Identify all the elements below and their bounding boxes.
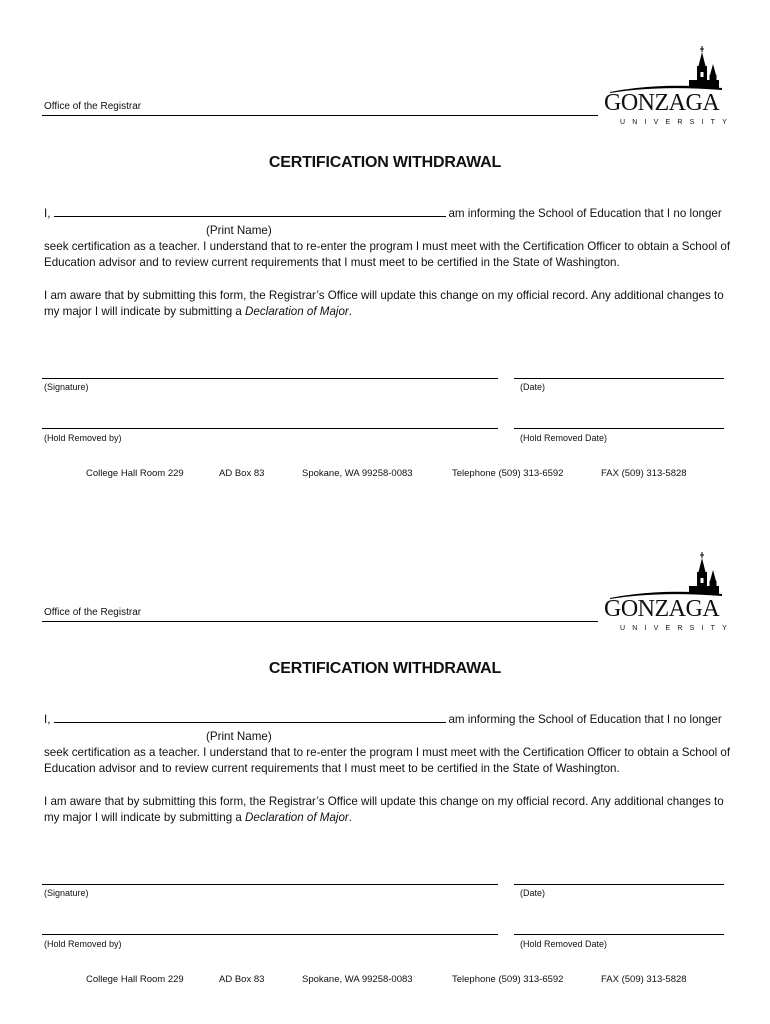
name-line-prefix: I,: [44, 713, 51, 726]
paragraph-intent: seek certification as a teacher. I understand that to re-enter the program I must meet with the Certification Officer to obtain a School of Education advisor and to review current requirements that I must meet to be certified in the State of Washington.: [44, 240, 731, 269]
signature-line[interactable]: [42, 378, 498, 379]
print-name-label: (Print Name): [206, 730, 272, 743]
hold-removed-date-line[interactable]: [514, 428, 724, 429]
logo-subtitle: UNIVERSITY: [620, 119, 735, 126]
paragraph-awareness-text: I am aware that by submitting this form, the Registrar’s Office will update this change on my official record. Any additional changes to my major I will indicate by submitting a: [44, 289, 724, 318]
logo-wordmark: GONZAGA: [604, 596, 720, 622]
form-title: CERTIFICATION WITHDRAWAL: [268, 154, 502, 171]
date-label: (Date): [520, 382, 546, 392]
footer-fax: FAX (509) 313-5828: [601, 974, 687, 985]
date-line[interactable]: [514, 884, 724, 885]
footer-telephone: Telephone (509) 313-6592: [452, 974, 564, 985]
signature-label: (Signature): [44, 888, 89, 898]
hold-removed-by-label: (Hold Removed by): [44, 939, 122, 949]
hold-removed-date-label: (Hold Removed Date): [520, 939, 608, 949]
gonzaga-logo: [600, 44, 735, 128]
paragraph-awareness: [44, 288, 734, 320]
paragraph-awareness-end: .: [348, 305, 353, 318]
print-name-field[interactable]: [54, 207, 446, 217]
paragraph-awareness: [44, 794, 734, 826]
declaration-of-major-text: Declaration of Major: [245, 811, 349, 824]
footer-city: Spokane, WA 99258-0083: [302, 974, 413, 985]
office-label: Office of the Registrar: [44, 607, 142, 618]
date-line[interactable]: [514, 378, 724, 379]
logo-subtitle: UNIVERSITY: [620, 625, 735, 632]
print-name-field[interactable]: [54, 713, 446, 723]
name-line-prefix: I,: [44, 207, 51, 220]
footer-box: AD Box 83: [219, 974, 265, 985]
office-label: Office of the Registrar: [44, 101, 142, 112]
header-rule: [42, 115, 598, 116]
footer-fax: FAX (509) 313-5828: [601, 468, 687, 479]
paragraph-awareness-end: .: [348, 811, 353, 824]
hold-removed-date-label: (Hold Removed Date): [520, 433, 608, 443]
hold-removed-by-line[interactable]: [42, 428, 498, 429]
certification-form-bottom: [0, 506, 770, 1018]
date-label: (Date): [520, 888, 546, 898]
footer-box: AD Box 83: [219, 468, 265, 479]
print-name-label: (Print Name): [206, 224, 272, 237]
footer-room: College Hall Room 229: [86, 468, 184, 479]
declaration-of-major-text: Declaration of Major: [245, 305, 349, 318]
header-rule: [42, 621, 598, 622]
paragraph-awareness-text: I am aware that by submitting this form, the Registrar’s Office will update this change on my official record. Any additional changes to my major I will indicate by submitting a: [44, 795, 724, 824]
signature-label: (Signature): [44, 382, 89, 392]
gonzaga-logo: [600, 550, 735, 634]
paragraph-intent: seek certification as a teacher. I understand that to re-enter the program I must meet with the Certification Officer to obtain a School of Education advisor and to review current requirements that I must meet to be certified in the State of Washington.: [44, 746, 731, 775]
signature-line[interactable]: [42, 884, 498, 885]
name-line: [44, 713, 722, 726]
name-line-suffix: am informing the School of Education that I no longer: [448, 713, 722, 726]
footer-room: College Hall Room 229: [86, 974, 184, 985]
hold-removed-by-line[interactable]: [42, 934, 498, 935]
hold-removed-date-line[interactable]: [514, 934, 724, 935]
name-line: [44, 207, 722, 220]
form-title: CERTIFICATION WITHDRAWAL: [268, 660, 502, 677]
footer-telephone: Telephone (509) 313-6592: [452, 468, 564, 479]
footer-city: Spokane, WA 99258-0083: [302, 468, 413, 479]
logo-wordmark: GONZAGA: [604, 90, 720, 116]
hold-removed-by-label: (Hold Removed by): [44, 433, 122, 443]
name-line-suffix: am informing the School of Education that I no longer: [448, 207, 722, 220]
